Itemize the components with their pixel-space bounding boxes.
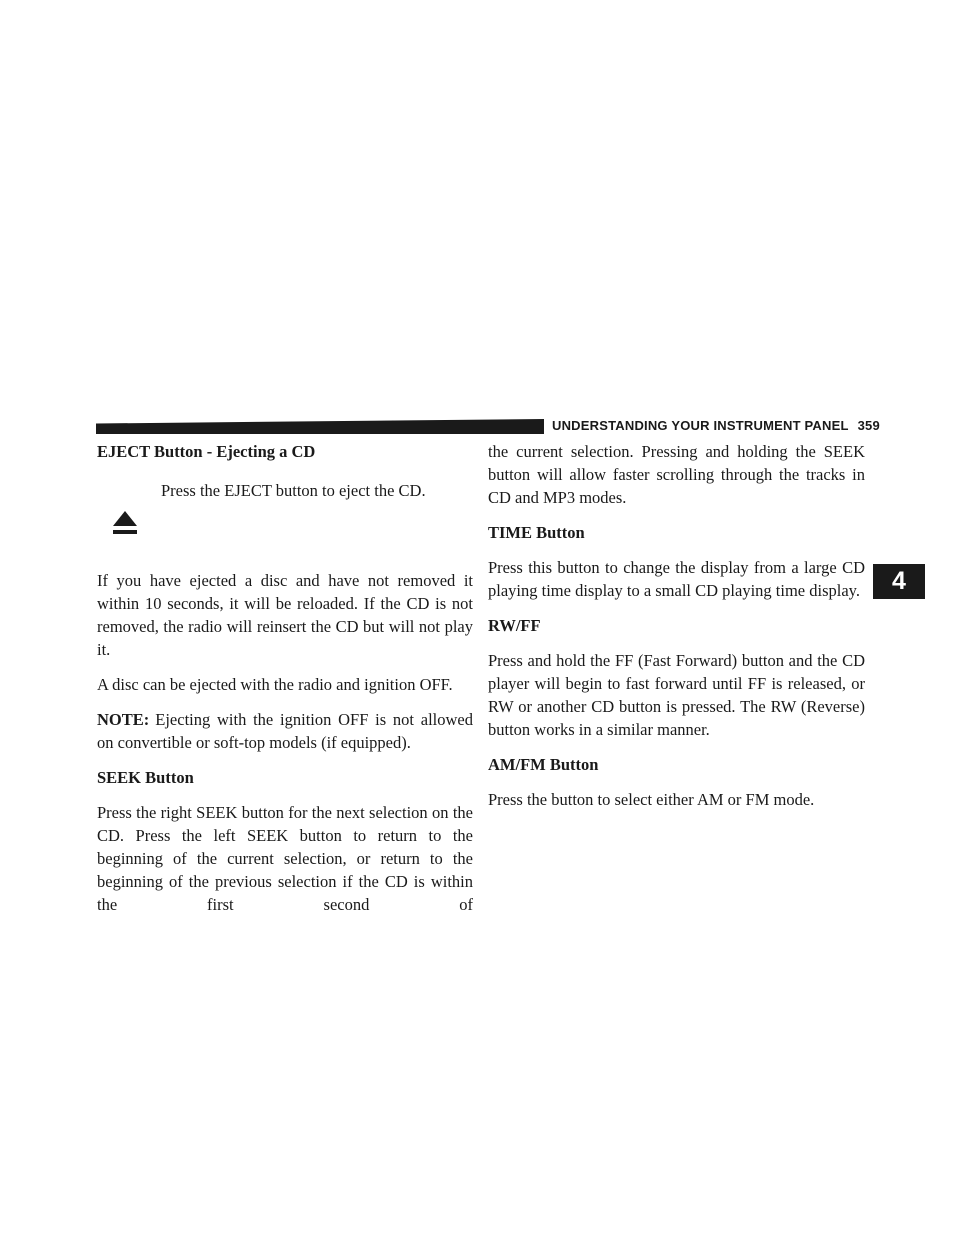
left-column [97,440,473,928]
eject-instruction-row [97,475,473,557]
right-column [488,440,865,823]
eject-instruction: Press the EJECT button to eject the CD. [161,481,426,500]
running-header [552,418,880,433]
amfm-paragraph: Press the button to select either AM or FM mode. [488,790,815,809]
chapter-tab: 4 [873,564,925,599]
rwff-heading: RW/FF [488,616,541,635]
note-label: NOTE: [97,710,150,729]
page-number: 359 [857,418,880,433]
eject-off-paragraph: A disc can be ejected with the radio and ignition OFF. [97,675,453,694]
amfm-heading: AM/FM Button [488,755,599,774]
eject-icon [112,509,138,535]
section-title: UNDERSTANDING YOUR INSTRUMENT PANEL [552,418,849,433]
seek-paragraph-part1: Press the right SEEK button for the next selection on the CD. Press the left SEEK button to return to the beginning of the current selection, or return to the beginning of the previous selection if the CD is within the first second of [97,803,473,914]
time-paragraph: Press this button to change the display from a large CD playing time display to a small CD playing time display. [488,558,865,600]
seek-heading: SEEK Button [97,768,194,787]
eject-heading: EJECT Button - Ejecting a CD [97,442,316,461]
rwff-paragraph: Press and hold the FF (Fast Forward) button and the CD player will begin to fast forward until FF is released, or RW or another CD button is pressed. The RW (Reverse) button works in a similar manner. [488,651,865,739]
note-text: Ejecting with the ignition OFF is not allowed on convertible or soft-top models (if equipped). [97,710,473,752]
header-rule [96,419,544,434]
note-paragraph [97,708,473,754]
eject-reload-paragraph: If you have ejected a disc and have not removed it within 10 seconds, it will be reloaded. If the CD is not removed, the radio will reinsert the CD but will not play it. [97,571,473,659]
seek-paragraph-part2: the current selection. Pressing and holding the SEEK button will allow faster scrolling through the tracks in CD and MP3 modes. [488,442,865,507]
time-heading: TIME Button [488,523,585,542]
